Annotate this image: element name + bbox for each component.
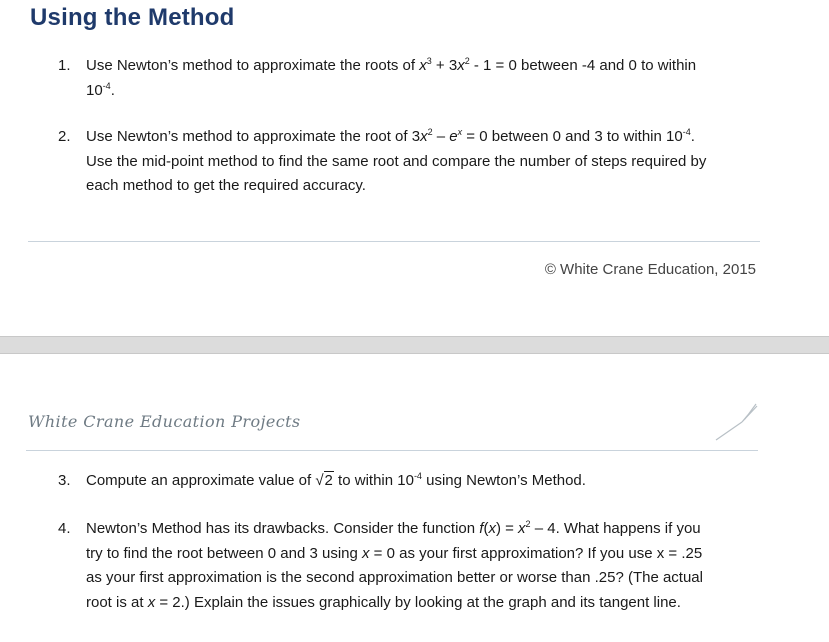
item-text: Use Newton’s method to approximate the roots of $x^3 + 3x^2 - 1 = 0$ between -4 and 0 to within $10^{-4}$.: [86, 56, 697, 99]
section-title: Using the Method: [30, 4, 235, 31]
item-number: 2.: [58, 128, 71, 145]
item-number: 4.: [58, 520, 71, 537]
item-text: Compute an approximate value of √2 to within $10^{-4}$ using Newton’s Method.: [86, 469, 586, 494]
item-text: Use Newton’s method to approximate the root of $3x^2 - e^x = 0$ between 0 and 3 to within $10^{-4}$. Use the mid-point method to find the same root and compare the number of steps required by each method to get the required accuracy.: [86, 127, 707, 194]
exercise-2: [58, 125, 778, 201]
copyright-footer: © White Crane Education, 2015: [544, 261, 756, 278]
header-brand-text: White Crane Education Projects: [28, 412, 301, 431]
header-rule: [26, 450, 758, 451]
page-break-gap: [0, 336, 829, 354]
exercise-4: [58, 517, 788, 617]
sqrt-symbol: √2: [315, 472, 333, 489]
exercise-3: [58, 469, 778, 495]
item-number: 3.: [58, 472, 71, 489]
item-number: 1.: [58, 57, 71, 74]
item-text: Newton’s Method has its drawbacks. Consider the function $f(x) = x^2 - 4$. What happens if you try to find the root between 0 and 3 using x = 0 as your first approximation? If you use x = .25 as your first approximation is the second approximation better or worse than .25? (The actual root is at x = 2.) Explain the issues graphically by looking at the graph and its tangent line.: [86, 519, 703, 611]
footer-rule: [28, 241, 760, 242]
crane-stroke-icon: [712, 400, 762, 444]
exercise-1: [58, 54, 778, 104]
